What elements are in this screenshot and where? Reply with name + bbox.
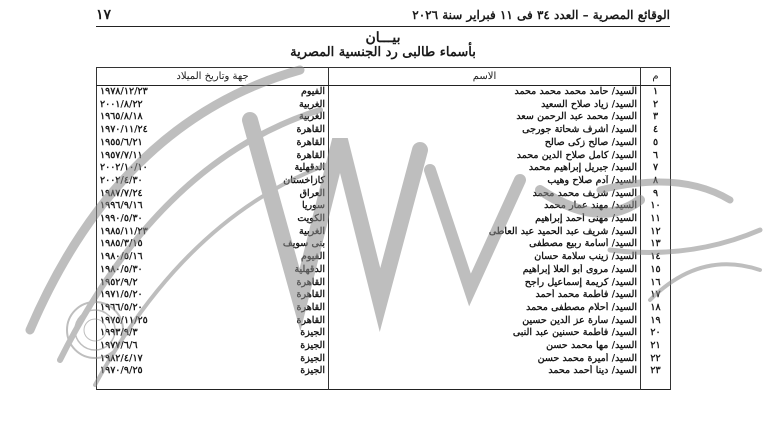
birth-place: كازاخستان: [283, 174, 325, 186]
table-row: [97, 175, 671, 188]
birth-place-date-cell: [97, 200, 329, 213]
birth-date: ١٩٧٠/٩/٢٥: [100, 365, 143, 377]
birth-place: سوريا: [302, 200, 325, 212]
table-row: [97, 99, 671, 112]
page-number: ١٧: [96, 7, 112, 23]
applicant-name: السيد/ دينا أحمد محمد: [329, 365, 641, 390]
applicant-name: السيد/ أميرة محمد حسن: [329, 353, 641, 366]
row-number: ٧: [641, 162, 671, 175]
applicant-name: السيد/ شريف محمد محمد: [329, 188, 641, 201]
birth-place: الغربية: [299, 98, 325, 110]
birth-place-date-cell: [97, 137, 329, 150]
table-row: [97, 124, 671, 137]
birth-place: القاهرة: [296, 136, 325, 148]
birth-place: القاهرة: [296, 301, 325, 313]
row-number: ١٩: [641, 315, 671, 328]
birth-place: القاهرة: [296, 276, 325, 288]
applicant-name: السيد/ حامد محمد محمد محمد: [329, 86, 641, 99]
table-row: [97, 188, 671, 201]
row-number: ٨: [641, 175, 671, 188]
birth-place-date-cell: [97, 277, 329, 290]
table-row: [97, 226, 671, 239]
birth-place: الدقهلية: [294, 263, 325, 275]
birth-place-date-cell: [97, 162, 329, 175]
birth-place: الدقهلية: [294, 162, 325, 174]
birth-place: الجيزة: [300, 352, 325, 364]
applicant-name: السيد/ مهند عمار محمد: [329, 200, 641, 213]
row-number: ٢٢: [641, 353, 671, 366]
applicant-name: السيد/ مروى أبو العلا إبراهيم: [329, 264, 641, 277]
table-row: [97, 200, 671, 213]
table-row: [97, 162, 671, 175]
row-number: ٦: [641, 150, 671, 163]
row-number: ٢١: [641, 340, 671, 353]
row-number: ١٠: [641, 200, 671, 213]
birth-place-date-cell: [97, 150, 329, 163]
birth-date: ٢٠٠٢/٤/٣٠: [100, 174, 143, 186]
birth-place: الكويت: [297, 213, 325, 225]
birth-place: القاهرة: [296, 289, 325, 301]
birth-date: ١٩٥٧/٧/١١: [100, 149, 143, 161]
birthplace-column-header: جهة وتاريخ الميلاد: [97, 68, 329, 86]
table-row: [97, 277, 671, 290]
row-number: ٢: [641, 99, 671, 112]
birth-place-date-cell: [97, 315, 329, 328]
birth-date: ١٩٧٠/١١/٢٤: [100, 124, 148, 136]
table-body: [97, 86, 671, 390]
applicant-name: السيد/ زينب سلامة حسان: [329, 251, 641, 264]
birth-date: ١٩٧٨/١٢/٢٣: [100, 86, 148, 97]
row-number: ١: [641, 86, 671, 99]
row-number: ١٣: [641, 238, 671, 251]
table-row: [97, 365, 671, 390]
row-number: ١٦: [641, 277, 671, 290]
birth-date: ١٩٧٧/٦/٦: [100, 340, 138, 352]
row-number: ١٧: [641, 289, 671, 302]
birth-place: الفيوم: [301, 251, 325, 263]
birth-date: ١٩٨٠/٥/١٦: [100, 251, 143, 263]
applicant-name: السيد/ كريمة إسماعيل راجح: [329, 277, 641, 290]
row-number: ١٥: [641, 264, 671, 277]
birth-place: الغربية: [299, 225, 325, 237]
table-header-row: [97, 68, 671, 86]
table-row: [97, 150, 671, 163]
birth-place-date-cell: [97, 251, 329, 264]
applicant-name: السيد/ أشرف شحاتة جورجى: [329, 124, 641, 137]
table-row: [97, 111, 671, 124]
birth-place: الجيزة: [300, 365, 325, 377]
birth-place-date-cell: [97, 99, 329, 112]
applicant-name: السيد/ كامل صلاح الدين محمد: [329, 150, 641, 163]
table-row: [97, 264, 671, 277]
birth-date: ٢٠٠٢/١٠/١٠: [100, 162, 148, 174]
birth-date: ١٩٧٥/١١/٢٥: [100, 314, 148, 326]
birth-place: الفيوم: [301, 86, 325, 97]
birth-place-date-cell: [97, 213, 329, 226]
birth-place-date-cell: [97, 111, 329, 124]
applicant-name: السيد/ فاطمة محمد أحمد: [329, 289, 641, 302]
applicant-name: السيد/ سارة عز الدين حسين: [329, 315, 641, 328]
row-number: ٤: [641, 124, 671, 137]
applicant-name: السيد/ أسامة ربيع مصطفى: [329, 238, 641, 251]
table-row: [97, 353, 671, 366]
birth-place: الغربية: [299, 111, 325, 123]
running-head: الوقائع المصرية – العدد ٣٤ فى ١١ فبراير سنة ٢٠٢٦: [412, 8, 670, 22]
applicant-name: السيد/ شريف عبد الحميد عبد العاطى: [329, 226, 641, 239]
table-row: [97, 251, 671, 264]
birth-date: ١٩٥٢/٩/٢: [100, 276, 138, 288]
table-row: [97, 302, 671, 315]
birth-place: القاهرة: [296, 149, 325, 161]
applicants-table: [96, 67, 671, 390]
statement-title: بيـــان: [365, 30, 401, 46]
applicant-name: السيد/ زياد صلاح السعيد: [329, 99, 641, 112]
birth-place-date-cell: [97, 226, 329, 239]
birth-place: الجيزة: [300, 327, 325, 339]
page-header: [96, 4, 670, 27]
birth-date: ١٩٨٠/٥/٣٠: [100, 263, 143, 275]
applicant-name: السيد/ جبريل إبراهيم محمد: [329, 162, 641, 175]
birth-date: ١٩٦٦/٥/٢٠: [100, 301, 143, 313]
birth-date: ١٩٧١/٥/٢٠: [100, 289, 143, 301]
row-number: ٢٠: [641, 327, 671, 340]
table-row: [97, 137, 671, 150]
row-number: ٢٣: [641, 365, 671, 390]
applicant-name: السيد/ مها محمد حسن: [329, 340, 641, 353]
birth-place-date-cell: [97, 86, 329, 99]
birth-place-date-cell: [97, 365, 329, 390]
table-row: [97, 289, 671, 302]
birth-date: ١٩٨٥/٣/١٥: [100, 238, 143, 250]
birth-place-date-cell: [97, 289, 329, 302]
birth-place: العراق: [299, 187, 325, 199]
number-column-header: م: [641, 68, 671, 86]
birth-place-date-cell: [97, 302, 329, 315]
row-number: ١٨: [641, 302, 671, 315]
birth-place-date-cell: [97, 124, 329, 137]
birth-place-date-cell: [97, 175, 329, 188]
birth-place-date-cell: [97, 327, 329, 340]
applicant-name: السيد/ صالح زكى صالح: [329, 137, 641, 150]
birth-date: ١٩٩٣/٩/٣: [100, 327, 138, 339]
row-number: ١٢: [641, 226, 671, 239]
row-number: ٩: [641, 188, 671, 201]
birth-date: ١٩٩٠/٥/٣٠: [100, 213, 143, 225]
birth-date: ١٩٨٥/١١/٢٣: [100, 225, 148, 237]
birth-place-date-cell: [97, 188, 329, 201]
applicant-name: السيد/ محمد عبد الرحمن سعد: [329, 111, 641, 124]
birth-place: القاهرة: [296, 314, 325, 326]
birth-place-date-cell: [97, 264, 329, 277]
applicant-name: السيد/ آدم صلاح وهيب: [329, 175, 641, 188]
table-row: [97, 340, 671, 353]
row-number: ٥: [641, 137, 671, 150]
table-row: [97, 327, 671, 340]
row-number: ١١: [641, 213, 671, 226]
table-row: [97, 86, 671, 99]
name-column-header: الاسم: [329, 68, 641, 86]
applicant-name: السيد/ مهنى أحمد إبراهيم: [329, 213, 641, 226]
birth-place-date-cell: [97, 238, 329, 251]
row-number: ١٤: [641, 251, 671, 264]
birth-place: بنى سويف: [282, 238, 325, 250]
birth-date: ١٩٨٢/٤/١٧: [100, 352, 143, 364]
birth-place-date-cell: [97, 353, 329, 366]
birth-date: ١٩٨٧/٧/٢٤: [100, 187, 143, 199]
table-row: [97, 238, 671, 251]
birth-place: الجيزة: [300, 340, 325, 352]
applicant-name: السيد/ أحلام مصطفى محمد: [329, 302, 641, 315]
statement-subtitle: بأسماء طالبى رد الجنسية المصرية: [290, 45, 476, 60]
applicant-name: السيد/ فاطمة حسنين عبد النبى: [329, 327, 641, 340]
table-row: [97, 315, 671, 328]
table-row: [97, 213, 671, 226]
birth-date: ١٩٦٥/٨/١٨: [100, 111, 143, 123]
birth-date: ١٩٩٦/٩/١٦: [100, 200, 143, 212]
birth-place-date-cell: [97, 340, 329, 353]
birth-date: ١٩٥٥/٦/٢١: [100, 136, 143, 148]
birth-date: ٢٠٠١/٨/٢٢: [100, 98, 143, 110]
birth-place: القاهرة: [296, 124, 325, 136]
row-number: ٣: [641, 111, 671, 124]
